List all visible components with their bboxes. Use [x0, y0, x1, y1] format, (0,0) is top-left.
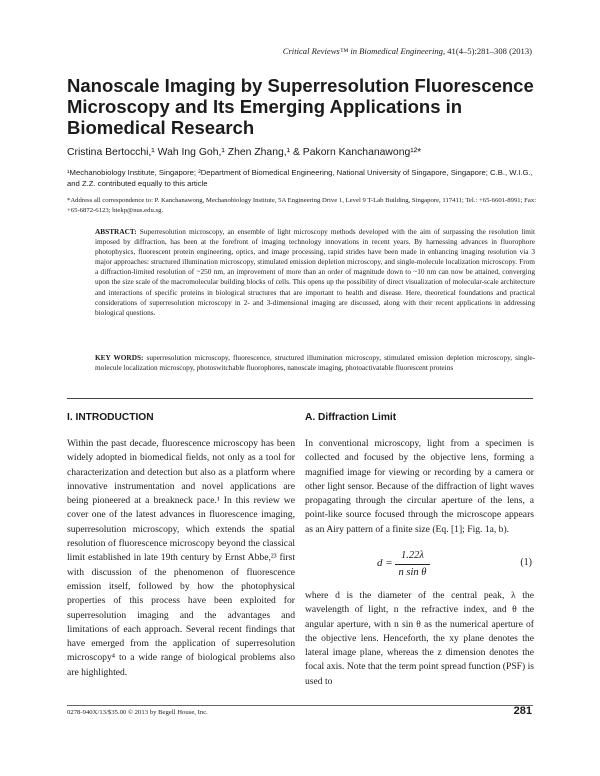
- equation-number: (1): [520, 557, 532, 568]
- affiliations: ¹Mechanobiology Institute, Singapore; ²Department of Biomedical Engineering, National University of Singapore, Singapore; C.B., W.I.G., and Z.Z. contributed equally to this article: [67, 168, 533, 188]
- keywords-text: superresolution microscopy, fluorescence, structured illumination microscopy, stimulated emission depletion microscopy, single-molecule localization microscopy, photoswitchable fluorophores, nanoscale imaging, photoactivatable fluorescent proteins: [95, 353, 535, 373]
- section-heading-diffraction-limit: A. Diffraction Limit: [305, 412, 397, 423]
- abstract: [95, 227, 535, 318]
- equation-1: [305, 548, 534, 586]
- authors: Cristina Bertocchi,¹ Wah Ing Goh,¹ Zhen Zhang,¹ & Pakorn Kanchanawong¹²*: [67, 147, 422, 158]
- equation-lhs: d =: [377, 557, 393, 569]
- footer-divider: [67, 705, 533, 706]
- keywords-label: KEY WORDS:: [95, 353, 144, 362]
- diffraction-text: In conventional microscopy, light from a specimen is collected and focused by the objective lens, forming a magnified image for viewing or recording by a camera or other light sensor. Because of the diffraction of light waves propagating through the circular aperture of the lens, a point-like source focused through the microscope appears as an Airy pattern of a finite size (Eq. [1]; Fig. 1a, b).: [305, 438, 534, 535]
- page-number: 281: [513, 705, 532, 717]
- equation-numerator: 1.22λ: [395, 548, 430, 565]
- article-title: Nanoscale Imaging by Superresolution Fluorescence Microscopy and Its Emerging Applications in Biomedical Research: [67, 75, 534, 138]
- abstract-text: Superresolution microscopy, an ensemble of light microscopy methods developed with the aim of surpassing the resolution limit imposed by diffraction, has been at the forefront of imaging technology innovations in recent years. By harnessing advances in fluorophore photophysics, fluorescent protein engineering, optics, and image processing, rapid strides have been made in enhancing imaging resolution via 3 major approaches: structured illumination microscopy, stimulated emission depletion microscopy, and single-molecule localization microscopy. From a diffraction-limited resolution of ~250 nm, an improvement of more than an order of magnitude down to ~10 nm can now be attained, converging upon the size scale of the macromolecular building blocks of cells. This opens up the possibility of direct visualization of molecular-scale architecture and interactions of specific proteins in biological structures that are important to health and disease. Here, theoretical foundations and practical considerations of superresolution microscopy in 2- and 3-dimensional imaging are discussed, along with their recent applications in addressing biological questions.: [95, 227, 535, 317]
- copyright-footer: 0278-940X/13/$35.00 © 2013 by Begell House, Inc.: [67, 709, 208, 716]
- journal-volume: 41(4–5):281–308 (2013): [445, 46, 532, 56]
- journal-header: [283, 46, 532, 56]
- diffraction-text-continued: where d is the diameter of the central peak, λ the wavelength of light, n the refractive index, and θ the angular aperture, with n sin θ as the numerical aperture of the objective lens. Henceforth, the xy plane denotes the lateral image plane, whereas the z dimension denotes the focal axis. Note that the term point spread function (PSF) is used to: [305, 590, 534, 687]
- journal-name: Critical Reviews™ in Biomedical Engineering,: [282, 46, 446, 56]
- equation-denominator: n sin θ: [398, 567, 427, 578]
- equation-fraction: [395, 548, 430, 581]
- introduction-text: Within the past decade, fluorescence microscopy has been widely adopted in biomedical fields, not only as a tool for characterization and detection but also as a platform where innovative instrumentation and novel applications are being pioneered at a breakneck pace.¹ In this review we cover one of the latest advances in fluorescence imaging, superresolution microscopy, which extends the spatial resolution of fluorescence microscopy beyond the classical limit established in late 19th century by Ernst Abbe,²³ first with discussion of the phenomenon of fluorescence emission itself, followed by how the photophysical properties of this process have been exploited for superresolution imaging and the advantages and limitations of each approach. Several recent findings that have emerged from the application of superresolution microscopy⁴ to a wide range of biological problems also are highlighted.: [67, 438, 295, 678]
- section-heading-introduction: I. INTRODUCTION: [67, 412, 154, 423]
- section-divider: [67, 398, 533, 399]
- abstract-label: ABSTRACT:: [95, 227, 137, 236]
- keywords: [95, 353, 535, 373]
- correspondence: *Address all correspondence to: P. Kanchanawong, Mechanobiology Institute, 5A Engineering Drive 1, Level 9 T-Lab Building, Singapore, 117411; Tel.: +65-6601-8991; Fax: +65-6872-6123; biekp@nus.edu.sg.: [67, 197, 537, 214]
